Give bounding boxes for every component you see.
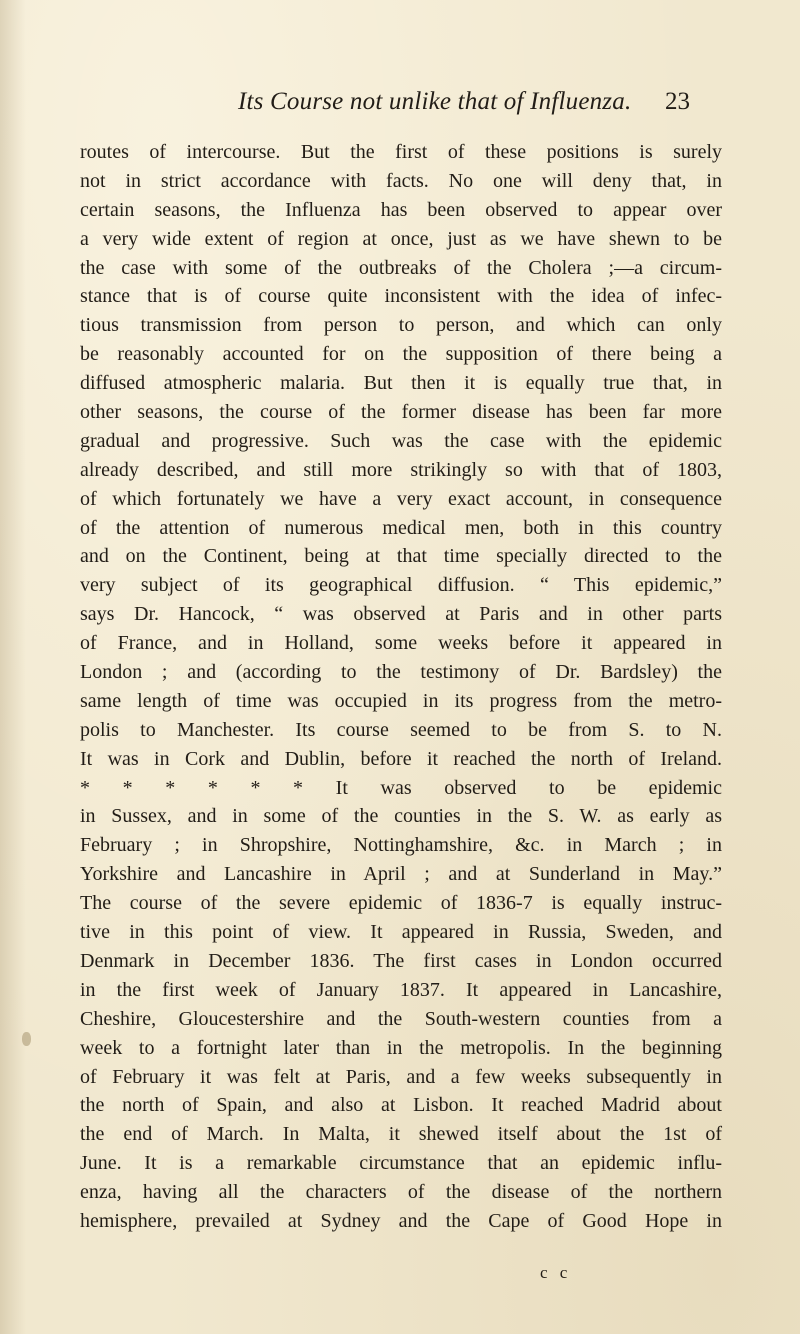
text-line: be reasonably accounted for on the supposition of there being a [80,343,722,366]
text-line: and on the Continent, being at that time specially directed to the [80,545,722,568]
text-line: tive in this point of view. It appeared in Russia, Sweden, and [80,921,722,944]
text-line: other seasons, the course of the former disease has been far more [80,401,722,424]
text-line: in the first week of January 1837. It appeared in Lancashire, [80,978,722,1001]
text-line: of France, and in Holland, some weeks before it appeared in [80,632,722,655]
text-line: tious transmission from person to person, and which can only [80,314,722,337]
page-gutter-shadow [0,0,26,1334]
page-number: 23 [665,88,690,115]
text-line: very subject of its geographical diffusion. “ This epidemic,” [80,574,722,597]
text-line: a very wide extent of region at once, just as we have shewn to be [80,227,722,250]
text-line: stance that is of course quite inconsistent with the idea of infec- [80,285,722,308]
text-line: gradual and progressive. Such was the case with the epidemic [80,429,722,452]
text-line: not in strict accordance with facts. No one will deny that, in [80,169,722,192]
text-line: February ; in Shropshire, Nottinghamshire, &c. in March ; in [80,834,722,857]
text-line: same length of time was occupied in its progress from the metro- [80,689,722,712]
text-line: polis to Manchester. Its course seemed to be from S. to N. [80,718,722,741]
signature-mark: c c [540,1263,572,1282]
text-line: Denmark in December 1836. The first cases in London occurred [80,949,722,972]
text-line: certain seasons, the Influenza has been observed to appear over [80,198,722,221]
text-line: diffused atmospheric malaria. But then it is equally true that, in [80,372,722,395]
text-line: London ; and (according to the testimony of Dr. Bardsley) the [80,661,722,684]
text-line: Cheshire, Gloucestershire and the South-western counties from a [80,1007,722,1030]
text-line: June. It is a remarkable circumstance that an epidemic influ- [80,1152,722,1175]
text-line: Yorkshire and Lancashire in April ; and at Sunderland in May.” [80,863,722,886]
text-line: the case with some of the outbreaks of the Cholera ;—a circum- [80,256,722,279]
text-line: routes of intercourse. But the first of these positions is surely [80,141,722,163]
text-line: of February it was felt at Paris, and a few weeks subsequently in [80,1065,722,1088]
text-line: hemisphere, prevailed at Sydney and the Cape of Good Hope in [80,1209,722,1232]
paper-stain [22,1032,31,1046]
text-line: enza, having all the characters of the disease of the northern [80,1181,722,1204]
page-header [230,88,690,128]
text-line: says Dr. Hancock, “ was observed at Paris and in other parts [80,603,722,626]
text-line: It was in Cork and Dublin, before it reached the north of Ireland. [80,747,722,770]
text-line: * * * * * * It was observed to be epidemic [80,776,722,799]
text-line: in Sussex, and in some of the counties in the S. W. as early as [80,805,722,828]
text-line: The course of the severe epidemic of 1836-7 is equally instruc- [80,892,722,915]
text-line: already described, and still more strikingly so with that of 1803, [80,458,722,481]
text-line: the end of March. In Malta, it shewed itself about the 1st of [80,1123,722,1146]
text-line: of which fortunately we have a very exact account, in consequence [80,487,722,510]
text-line: week to a fortnight later than in the metropolis. In the beginning [80,1036,722,1059]
text-line: the north of Spain, and also at Lisbon. It reached Madrid about [80,1094,722,1117]
body-text [80,138,722,1236]
text-line: of the attention of numerous medical men, both in this country [80,516,722,539]
running-head: Its Course not unlike that of Influenza. [238,88,632,115]
